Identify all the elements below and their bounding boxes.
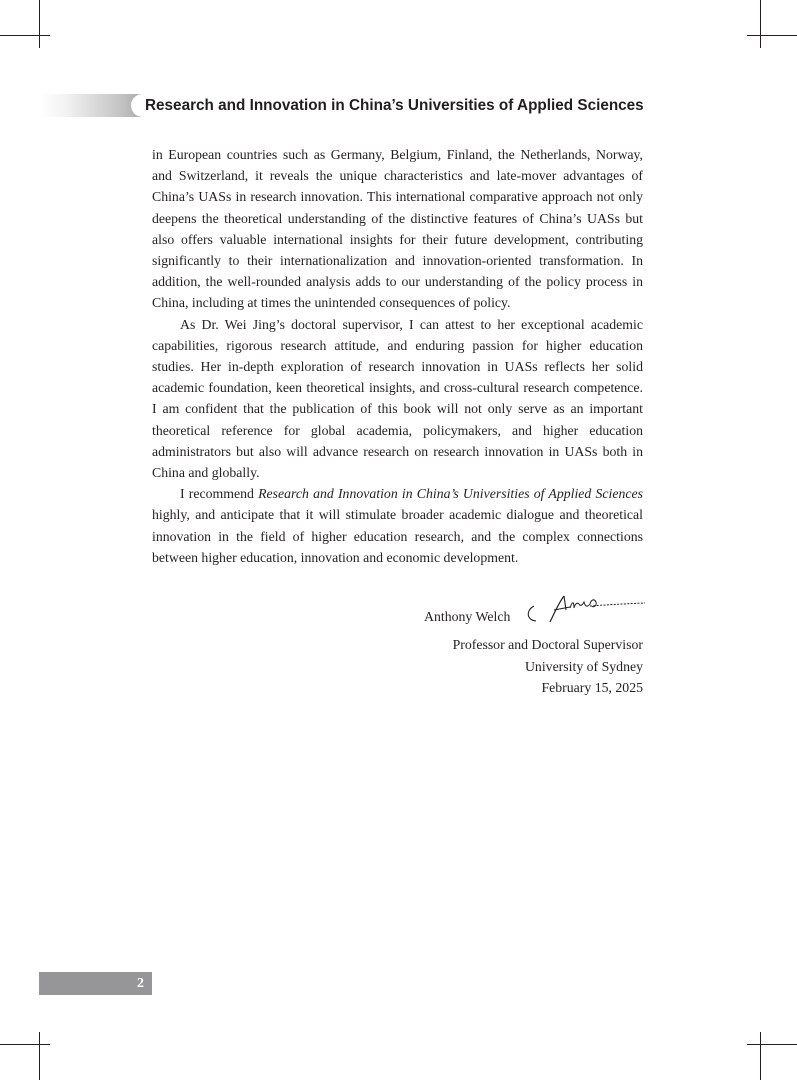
body-text <box>152 144 643 568</box>
handwritten-signature <box>524 592 646 628</box>
signature-line <box>424 592 646 628</box>
crop-mark-top-right-h <box>747 35 797 36</box>
signature-date: February 15, 2025 <box>541 680 643 695</box>
crop-mark-top-right-v <box>760 0 761 48</box>
crop-mark-top-left-v <box>39 0 40 48</box>
crop-mark-bottom-left-v <box>39 1032 40 1080</box>
signatory-name: Anthony Welch <box>424 609 511 624</box>
page-number: 2 <box>137 976 144 991</box>
paragraph-recommendation <box>152 483 643 568</box>
crop-mark-top-left-h <box>0 35 50 36</box>
crop-mark-bottom-right-h <box>747 1044 797 1045</box>
signature-block <box>453 634 643 699</box>
recommendation-rest: highly, and anticipate that it will stimulate broader academic dialogue and theoretical innovation in the field of higher education research, and the complex connections between higher education, innovation and economic development. <box>152 507 643 565</box>
crop-mark-bottom-left-h <box>0 1044 50 1045</box>
crop-mark-bottom-right-v <box>760 1032 761 1080</box>
book-title: Research and Innovation in China’s Universities of Applied Sciences <box>258 486 643 502</box>
header-gradient-bar <box>40 94 144 117</box>
signatory-institution: University of Sydney <box>524 658 643 674</box>
running-header-title: Research and Innovation in China’s Universities of Applied Sciences <box>145 97 644 114</box>
recommendation-lead: I recommend <box>180 486 259 502</box>
page-number-box <box>39 972 152 995</box>
paragraph-continued: in European countries such as Germany, Belgium, Finland, the Netherlands, Norway, and Switzerland, it reveals the unique characteristics and late-mover advantages of China’s UASs in research innovation. This international comparative approach not only deepens the theoretical understanding of the distinctive features of China’s UASs but also offers valuable international insights for their future development, contributing significantly to their internationalization and innovation-oriented transformation. In addition, the well-rounded analysis adds to our understanding of the policy process in China, including at times the unintended consequences of policy. <box>152 147 643 311</box>
signatory-position: Professor and Doctoral Supervisor <box>452 637 643 652</box>
paragraph-supervisor: As Dr. Wei Jing’s doctoral supervisor, I can attest to her exceptional academic capabilities, rigorous research attitude, and enduring passion for higher education studies. Her in-depth exploration of research innovation in UASs reflects her solid academic foundation, keen theoretical insights, and cross-cultural research competence. I am confident that the publication of this book will not only serve as an important theoretical reference for global academia, policymakers, and higher education administrators but also will advance research on research innovation in UASs both in China and globally. <box>152 316 643 481</box>
